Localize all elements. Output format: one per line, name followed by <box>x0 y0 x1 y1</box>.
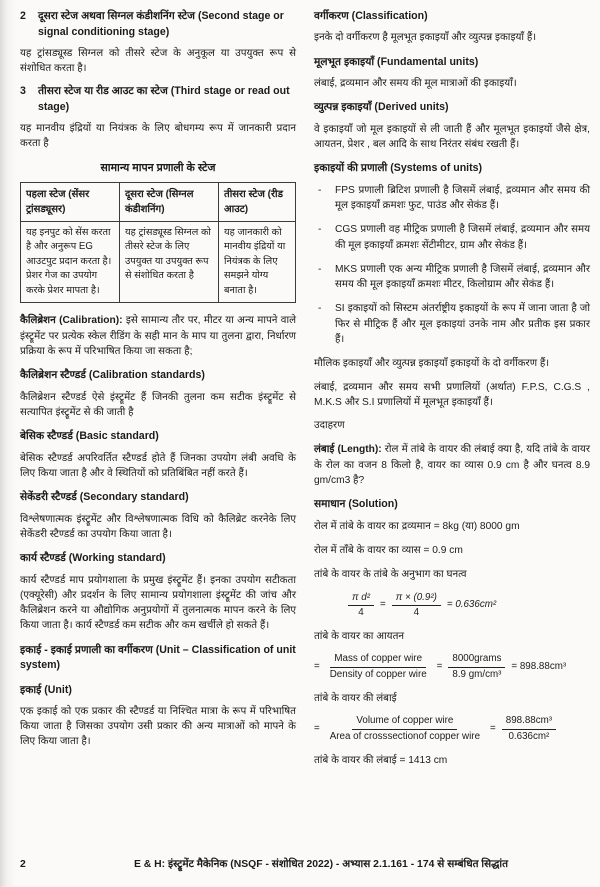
formula-volume <box>314 653 590 681</box>
bullet-cgs <box>314 222 590 253</box>
unit-heading: इकाई (Unit) <box>20 683 72 696</box>
fraction-denominator: 4 <box>358 607 364 619</box>
left-column <box>20 9 296 777</box>
bullet-text: SI इकाइयों को सिस्टम अंतर्राष्ट्रीय इकाइयों के रूप में जाना जाता है जो फिर से मीट्रिक हैं और मूल इकाइयां उनके नाम और प्रतीक इस प्रकार हैं। <box>335 303 590 345</box>
working-standard-heading: कार्य स्टैण्डर्ड (Working standard) <box>20 552 166 565</box>
table-header-third-stage: तीसरा स्टेज (रीड आउट) <box>219 182 296 221</box>
fraction <box>348 592 374 620</box>
calibration-paragraph <box>20 313 296 359</box>
solution-heading: समाधान (Solution) <box>314 498 398 511</box>
fundamental-units-paragraph: लंबाई, द्रव्यमान और समय की मूल मात्राओं की इकाइयाँ। <box>314 78 517 90</box>
table-row <box>21 221 296 303</box>
fraction <box>326 715 484 743</box>
solution-final-length-line: तांबे के वायर की लंबाई = 1413 cm <box>314 754 448 766</box>
item-number: 2 <box>20 10 26 22</box>
equals-sign: = <box>436 661 443 673</box>
secondary-standard-paragraph: विश्लेषणात्मक इंस्ट्रूमेंट और विश्लेषणात्मक विधि को कैलिब्रेट करनेके लिए सेकेंडरी स्टैण्डर्ड का उपयोग किया जाता है। <box>20 513 296 540</box>
numbered-heading-third-stage <box>20 84 296 116</box>
systems-of-units-heading: इकाइयों की प्रणाली (Systems of units) <box>314 162 483 175</box>
right-column <box>314 9 590 777</box>
table-cell-third-stage: यह जानकारी को मानवीय इंद्रियों या नियंत्रक के लिए समझने योग्य बनाता है। <box>219 221 296 303</box>
solution-diameter-line: रोल में ताँबे के वायर का व्यास = 0.9 cm <box>314 545 463 557</box>
bullet-text: MKS प्रणाली एक अन्य मीट्रिक प्रणाली है जिसमें लंबाई, द्रव्यमान और समय की मूल इकाइयाँ क्रमशः मीटर, किलोग्राम और सेकंड हैं। <box>335 263 590 291</box>
length-problem-paragraph <box>314 442 590 488</box>
bullet-text: CGS प्रणाली वह मीट्रिक प्रणाली है जिसमें लंबाई, द्रव्यमान और समय की मूल इकाइयाँ क्रमशः सेंटीमीटर, ग्राम और सेकंड हैं। <box>335 224 590 251</box>
bullet-fps <box>314 183 590 214</box>
fraction-denominator: 8.9 gm/cm³ <box>452 669 502 681</box>
derived-units-heading: व्युत्पन्न इकाइयाँ (Derived units) <box>314 101 449 114</box>
numbered-heading-second-stage <box>20 9 296 41</box>
table-header-first-stage: पहला स्टेज (सेंसर ट्रांसड्यूसर) <box>21 182 120 221</box>
fraction-numerator: 8000grams <box>448 653 505 668</box>
bullet-mks <box>314 262 590 293</box>
derived-units-paragraph: वे इकाइयाँ जो मूल इकाइयों से ली जाती हैं और मूलभूत इकाइयों जैसे क्षेत्र, आयतन, प्रेशर , बल आदि के साथ निरंतर संबंध रखती हैं। <box>314 123 590 150</box>
equals-sign: = <box>314 723 320 735</box>
measurement-stages-table <box>20 182 296 304</box>
item-number: 3 <box>20 85 26 98</box>
unit-classification-heading: इकाई - इकाई प्रणाली का वर्गीकरण (Unit – Classification of unit system) <box>20 643 296 672</box>
bullet-si <box>314 301 590 347</box>
solution-density-label: तांबे के वायर के तांबे के अनुभाग का घनत्व <box>314 569 467 581</box>
equals-sign: = <box>380 599 386 611</box>
third-stage-paragraph: यह मानवीय इंद्रियों या नियंत्रक के लिए बोधगम्य रूप में जानकारी प्रदान करता है <box>20 123 296 150</box>
fraction <box>502 715 556 743</box>
basic-standard-heading: बेसिक स्टैण्डर्ड (Basic standard) <box>20 430 159 443</box>
solution-length-label: तांबे के वायर की लंबाई <box>314 692 397 704</box>
fraction-denominator: 4 <box>413 607 420 619</box>
table-cell-first-stage: यह इनपुट को सेंस करता है और अनुरूप EG आउटपुट प्रदान करता है। प्रेशर गेज का उपयोग करके प्रेशर मापता है। <box>21 221 120 303</box>
length-problem-text: रोल में तांबे के वायर की लंबाई क्या है, यदि तांबे के वायर के रोल का वजन 8 किलो है, वायर का व्यास 0.9 cm है और घनत्व 8.9 gm/cm3 है? <box>314 444 590 487</box>
solution-volume-label: तांबे के वायर का आयतन <box>314 631 405 643</box>
formula-cross-section-area <box>348 592 590 620</box>
fraction-numerator: Mass of copper wire <box>330 653 426 668</box>
fraction-numerator: π × (0.9²) <box>392 592 441 607</box>
fraction <box>448 653 505 681</box>
formula-result: = 898.88cm³ <box>511 661 567 673</box>
two-column-layout <box>20 9 590 777</box>
basic-standard-paragraph: बेसिक स्टैण्डर्ड अपरिवर्तित स्टैण्डर्ड होते हैं जिनका उपयोग लंबी अवधि के लिए किया जाता है और वे स्थितियों को प्रतिबिंबित नहीं करते हैं। <box>20 452 296 479</box>
table-header-row <box>21 182 296 221</box>
secondary-standard-heading: सेकेंडरी स्टैण्डर्ड (Secondary standard) <box>20 491 189 504</box>
table-cell-second-stage: यह ट्रांसड्यूस्ड सिग्नल को तीसरे स्टेज के लिए उपयुक्त या उपयुक्त रूप से संशोधित करता है <box>120 221 219 303</box>
bullet-marker: - <box>318 224 322 236</box>
table-title: सामान्य मापन प्रणाली के स्टेज <box>100 161 216 174</box>
systems-summary-paragraph: लंबाई, द्रव्यमान और समय सभी प्रणालियों (अर्थात) F.P.S, C.G.S , M.K.S और S.I प्रणालियों में मूलभूत इकाइयाँ हैं। <box>314 381 590 408</box>
bullet-marker: - <box>318 303 322 315</box>
formula-result: = 0.636cm² <box>446 599 497 611</box>
classification-paragraph: इनके दो वर्गीकरण है मूलभूत इकाइयाँ और व्युत्पन्न इकाइयाँ हैं। <box>314 32 537 44</box>
fraction <box>326 653 431 681</box>
table-header-second-stage: दूसरा स्टेज (सिग्नल कंडीशनिंग) <box>120 182 219 221</box>
classification-heading: वर्गीकरण (Classification) <box>314 10 428 22</box>
unit-paragraph: एक इकाई को एक प्रकार की स्टैण्डर्ड या निश्चित मात्रा के रूप में परिभाषित किया जाता है जिसका उपयोग उसी प्रकार की अन्य मात्राओं को मापने के लिए किया जाता है। <box>20 705 296 748</box>
item-heading: तीसरा स्टेज या रीड आउट का स्टेज (Third stage or read out stage) <box>38 85 290 114</box>
fraction-numerator: Volume of copper wire <box>352 715 457 730</box>
formula-length <box>314 715 590 743</box>
footer-text: E & H: इंस्ट्रूमेंट मैकेनिक (NSQF - संशोधित 2022) - अभ्यास 2.1.161 - 174 से सम्बंधित सिद्धांत <box>133 859 509 870</box>
equals-sign: = <box>490 723 496 735</box>
equals-sign: = <box>314 661 320 673</box>
length-lead-label: लंबाई (Length): <box>314 444 382 456</box>
bullet-text: FPS प्रणाली ब्रिटिश प्रणाली है जिसमें लंबाई, द्रव्यमान और समय की मूल इकाइयाँ क्रमशः फुट, पाउंड और सेकंड हैं। <box>335 184 590 211</box>
fraction-denominator: 0.636cm² <box>508 730 550 742</box>
second-stage-paragraph: यह ट्रांसड्यूस्ड सिग्नल को तीसरे स्टेज के अनुकूल या उपयुक्त रूप से संशोधित करता है। <box>20 47 296 75</box>
fraction-denominator: Density of copper wire <box>329 669 427 681</box>
fraction-denominator: Area of crosssectionof copper wire <box>329 730 481 742</box>
bullet-marker: - <box>318 184 322 196</box>
page-footer <box>20 857 588 871</box>
example-label: उदाहरण <box>314 420 345 432</box>
working-standard-paragraph: कार्य स्टैण्डर्ड माप प्रयोगशाला के प्रमुख इंस्ट्रूमेंट हैं। इनका उपयोग सटीकता (एक्यूरेसी) और प्रदर्शन के लिए सामान्य प्रयोगशाला इंस्ट्रूमेंट की जांच और कैलिब्रेशन करने या औद्योगिक अनुप्रयोगों में तुलनात्मक मापन करने के लिए किया जाता है। कार्य स्टैण्डर्ड कम सटीक और कम खर्चीले हो सकते हैं। <box>20 574 296 632</box>
fraction-numerator: π d² <box>348 592 374 607</box>
calibration-standards-paragraph: कैलिब्रेशन स्टैण्डर्ड ऐसे इंस्ट्रूमेंट हैं जिनकी तुलना कम सटीक इंस्ट्रूमेंट से सत्यापित इंस्ट्रूमेंट से की जाती है <box>20 391 296 419</box>
solution-mass-line: रोल में तांबे के वायर का द्रव्यमान = 8kg (या) 8000 gm <box>314 520 520 532</box>
fundamental-units-heading: मूलभूत इकाइयाँ (Fundamental units) <box>314 55 479 68</box>
page-number: 2 <box>20 859 26 870</box>
calibration-body-text: इसे सामान्य तौर पर, मीटर या अन्य मापने वाले इंस्ट्रूमेंट पर प्रत्येक स्केल रीडिंग के सही मान के माप या तुलना द्वारा, निर्धारण प्रक्रिया के रूप में परिभाषित किया जा सकता है; <box>20 315 296 358</box>
fraction <box>392 592 441 620</box>
classifications-summary-paragraph: मौलिक इकाइयाँ और व्युत्पन्न इकाइयाँ इकाइयों के दो वर्गीकरण हैं। <box>314 358 550 370</box>
item-heading: दूसरा स्टेज अथवा सिग्नल कंडीशनिंग स्टेज (Second stage or signal conditioning stage) <box>38 10 284 38</box>
calibration-lead-label: कैलिब्रेशन (Calibration): <box>20 315 123 327</box>
calibration-standards-heading: कैलिब्रेशन स्टैण्डर्ड (Calibration standards) <box>20 369 205 382</box>
fraction-numerator: 898.88cm³ <box>502 715 556 730</box>
bullet-marker: - <box>318 263 322 275</box>
